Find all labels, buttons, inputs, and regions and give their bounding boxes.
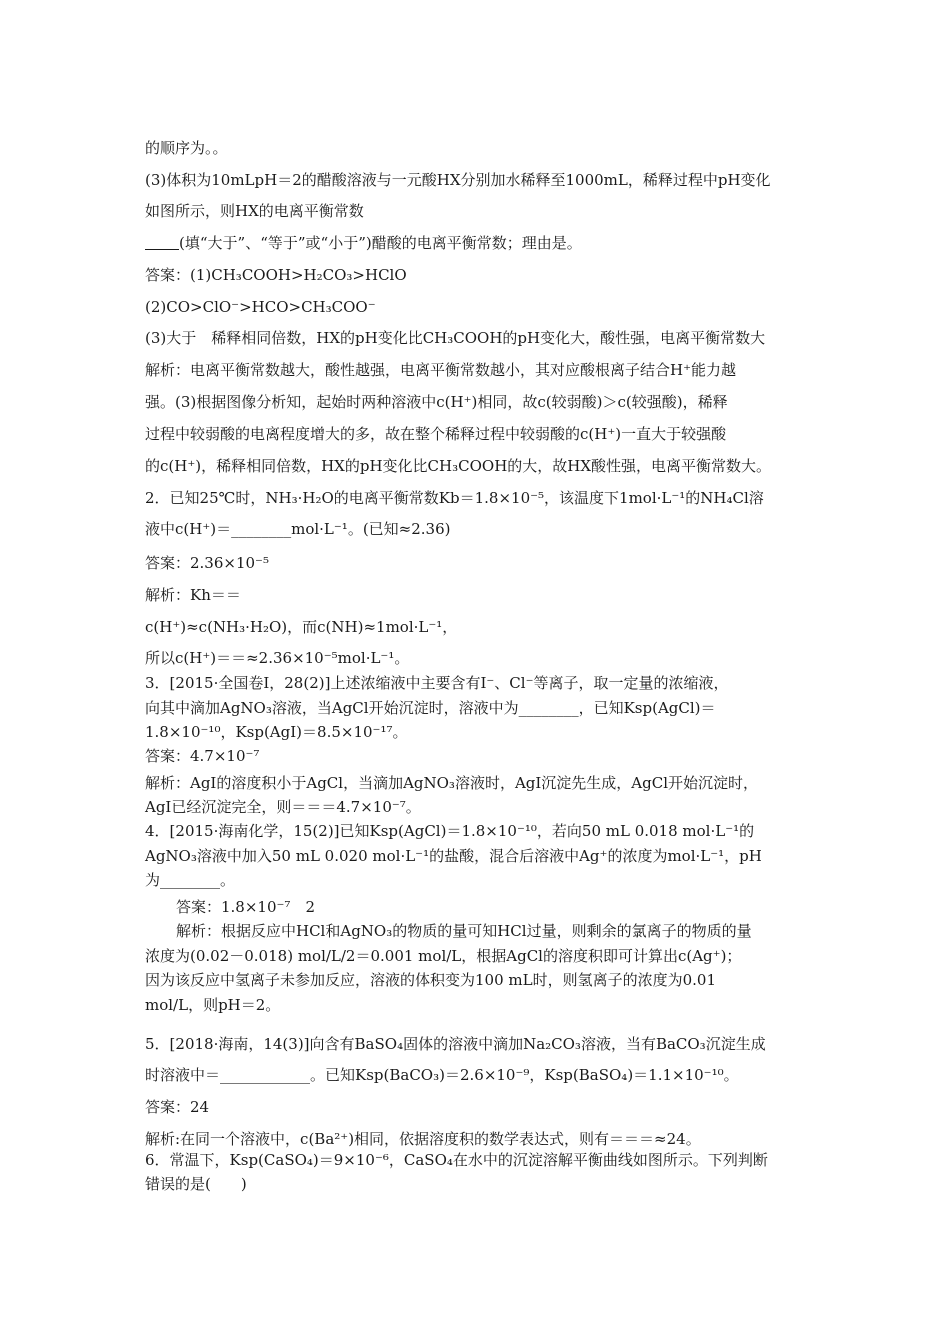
- question-2: 2．已知25℃时，NH₃·H₂O的电离平衡常数Kb＝1.8×10⁻⁵，该温度下1mol·L⁻¹的NH₄Cl溶: [145, 489, 764, 507]
- text-line: c(H⁺)≈c(NH₃·H₂O)，而c(NH)≈1mol·L⁻¹，: [145, 618, 458, 636]
- text-line: 液中c(H⁺)＝________mol·L⁻¹。(已知≈2.36): [145, 520, 451, 538]
- question-4: 4．[2015·海南化学，15(2)]已知Ksp(AgCl)＝1.8×10⁻¹⁰，若向50 mL 0.018 mol·L⁻¹的: [145, 822, 755, 840]
- text-line: (填“大于”、“等于”或“小于”)醋酸的电离平衡常数；理由是。: [145, 233, 845, 253]
- answer-line: 答案：(1)CH₃COOH>H₂CO₃>HClO: [145, 266, 407, 284]
- analysis-line: 解析:在同一个溶液中，c(Ba²⁺)相同，依据溶度积的数学表达式，则有＝＝＝≈24。: [145, 1130, 701, 1148]
- text-line: AgI已经沉淀完全，则＝＝＝4.7×10⁻⁷。: [145, 798, 421, 816]
- answer-line: 答案：4.7×10⁻⁷: [145, 747, 260, 765]
- text-line: 向其中滴加AgNO₃溶液，当AgCl开始沉淀时，溶液中为________，已知Ksp(AgCl)＝: [145, 699, 716, 717]
- text-line: AgNO₃溶液中加入50 mL 0.020 mol·L⁻¹的盐酸，混合后溶液中Ag⁺的浓度为mol·L⁻¹，pH: [145, 847, 762, 865]
- answer-line: 答案：24: [145, 1098, 210, 1116]
- text-line: (3)大于 稀释相同倍数，HX的pH变化比CH₃COOH的pH变化大，酸性强，电离平衡常数大: [145, 329, 766, 347]
- question-5: 5．[2018·海南，14(3)]向含有BaSO₄固体的溶液中滴加Na₂CO₃溶液，当有BaCO₃沉淀生成: [145, 1035, 766, 1053]
- text-line: 因为该反应中氢离子未参加反应，溶液的体积变为100 mL时，则氢离子的浓度为0.01: [145, 971, 716, 989]
- answer-line: 答案：2.36×10⁻⁵: [145, 554, 269, 572]
- text-line: 过程中较弱酸的电离程度增大的多，故在整个稀释过程中较弱酸的c(H⁺)一直大于较强酸: [145, 425, 727, 443]
- text-line: (3)体积为10mLpH＝2的醋酸溶液与一元酸HX分别加水稀释至1000mL，稀释过程中pH变化: [145, 171, 771, 189]
- analysis-line: 解析：Kh＝＝: [145, 586, 241, 604]
- analysis-line: 解析：根据反应中HCl和AgNO₃的物质的量可知HCl过量，则剩余的氯离子的物质的量: [176, 922, 752, 940]
- question-3: 3．[2015·全国卷Ⅰ，28(2)]上述浓缩液中主要含有I⁻、Cl⁻等离子，取一定量的浓缩液，: [145, 674, 729, 692]
- text-line: 的c(H⁺)，稀释相同倍数，HX的pH变化比CH₃COOH的大，故HX酸性强，电离平衡常数大。: [145, 457, 772, 475]
- analysis-line: 解析：AgI的溶度积小于AgCl，当滴加AgNO₃溶液时，AgI沉淀先生成，AgCl开始沉淀时，: [145, 774, 759, 792]
- answer-blank: [145, 235, 179, 250]
- text-line: 所以c(H⁺)＝＝≈2.36×10⁻⁵mol·L⁻¹。: [145, 649, 410, 667]
- text-line: 的顺序为。。: [145, 139, 228, 157]
- answer-line: 答案：1.8×10⁻⁷ 2: [176, 898, 315, 916]
- text-line: 浓度为(0.02－0.018) mol/L/2＝0.001 mol/L，根据AgCl的溶度积即可计算出c(Ag⁺)；: [145, 947, 742, 965]
- text-line: mol/L，则pH＝2。: [145, 996, 281, 1014]
- text-line: 强。(3)根据图像分析知，起始时两种溶液中c(H⁺)相同，故c(较弱酸)＞c(较强酸)，稀释: [145, 393, 728, 411]
- analysis-line: 解析：电离平衡常数越大，酸性越强，电离平衡常数越小，其对应酸根离子结合H⁺能力越: [145, 361, 737, 379]
- question-6: 6．常温下，Ksp(CaSO₄)＝9×10⁻⁶，CaSO₄在水中的沉淀溶解平衡曲线如图所示。下列判断: [145, 1151, 768, 1169]
- text-line: 错误的是( ): [145, 1175, 247, 1193]
- text-line: 如图所示，则HX的电离平衡常数: [145, 202, 364, 220]
- text-line: (2)CO>ClO⁻>HCO>CH₃COO⁻: [145, 298, 376, 316]
- text-line: 1.8×10⁻¹⁰，Ksp(AgI)＝8.5×10⁻¹⁷。: [145, 723, 408, 741]
- text-line: 时溶液中＝____________。已知Ksp(BaCO₃)＝2.6×10⁻⁹，Ksp(BaSO₄)＝1.1×10⁻¹⁰。: [145, 1066, 739, 1084]
- text-line: 为________。: [145, 871, 236, 889]
